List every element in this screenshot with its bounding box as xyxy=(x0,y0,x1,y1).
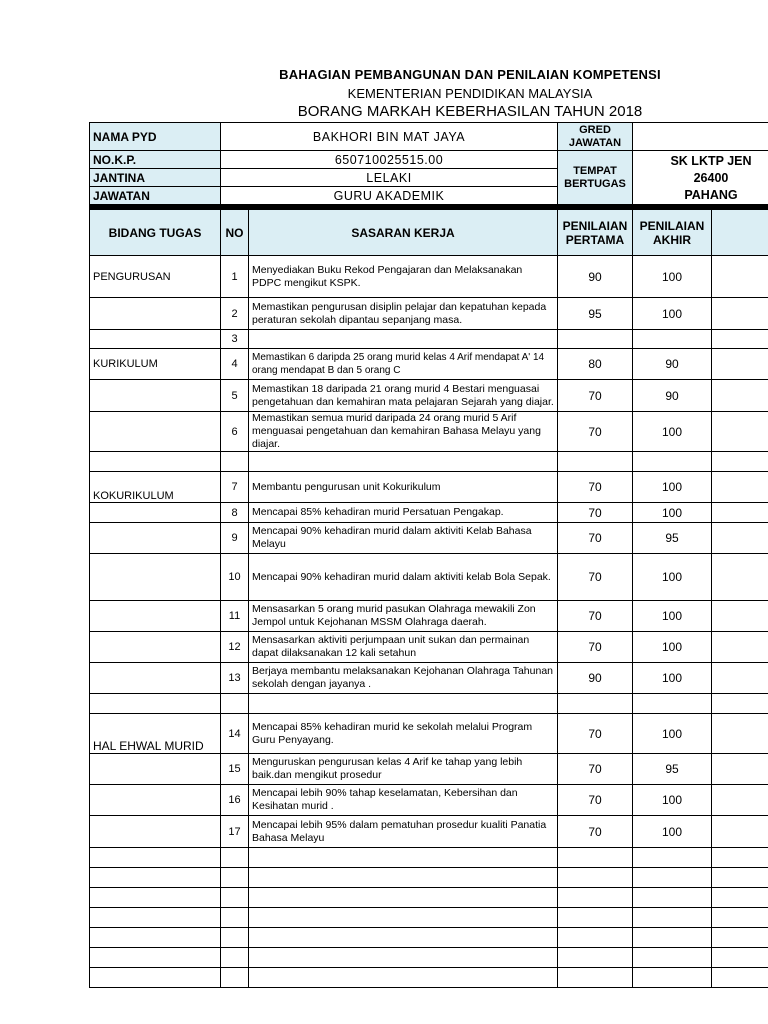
extra-cell xyxy=(712,888,768,908)
pertama-cell xyxy=(558,908,633,928)
pertama-cell: 70 xyxy=(558,472,633,503)
sasaran-cell: Membantu pengurusan unit Kokurikulum xyxy=(249,472,558,503)
extra-cell xyxy=(712,663,768,694)
sasaran-cell: Berjaya membantu melaksanakan Kejohanan Olahraga Tahunan sekolah dengan jayanya . xyxy=(249,663,558,694)
sasaran-cell xyxy=(249,848,558,868)
extra-cell xyxy=(712,848,768,868)
bidang-cell xyxy=(90,754,221,785)
pertama-cell xyxy=(558,452,633,472)
bidang-cell xyxy=(90,694,221,714)
akhir-cell xyxy=(633,848,712,868)
nokp-label: NO.K.P. xyxy=(90,151,221,169)
akhir-cell xyxy=(633,888,712,908)
table-row xyxy=(90,868,768,888)
extra-cell xyxy=(712,554,768,601)
sasaran-cell xyxy=(249,908,558,928)
sasaran-cell xyxy=(249,928,558,948)
table-row xyxy=(90,632,768,663)
pertama-cell: 70 xyxy=(558,523,633,554)
no-cell: 5 xyxy=(221,380,249,412)
no-cell: 8 xyxy=(221,503,249,523)
jantina-value: LELAKI xyxy=(221,169,558,187)
bidang-cell xyxy=(90,848,221,868)
sasaran-cell: Mencapai 85% kehadiran murid ke sekolah melalui Program Guru Penyayang. xyxy=(249,714,558,754)
table-row xyxy=(90,888,768,908)
pertama-cell xyxy=(558,928,633,948)
sasaran-cell xyxy=(249,948,558,968)
pertama-cell: 70 xyxy=(558,412,633,452)
bidang-cell xyxy=(90,928,221,948)
tempat-line2: 26400 xyxy=(693,171,729,185)
extra-cell xyxy=(712,968,768,988)
no-cell: 4 xyxy=(221,349,249,380)
nokp-value: 650710025515.00 xyxy=(221,151,558,169)
akhir-cell xyxy=(633,968,712,988)
extra-cell xyxy=(712,256,768,298)
pertama-cell xyxy=(558,868,633,888)
no-cell: 2 xyxy=(221,298,249,330)
bidang-cell xyxy=(90,888,221,908)
extra-cell xyxy=(712,523,768,554)
pertama-cell: 70 xyxy=(558,754,633,785)
pertama-cell: 70 xyxy=(558,601,633,632)
no-cell: 16 xyxy=(221,785,249,816)
form-heading-line2: KEMENTERIAN PENDIDIKAN MALAYSIA xyxy=(347,86,593,101)
extra-cell xyxy=(712,785,768,816)
no-cell: 17 xyxy=(221,816,249,848)
bidang-cell: HAL EHWAL MURID xyxy=(90,714,221,754)
pertama-cell xyxy=(558,948,633,968)
nama-label: NAMA PYD xyxy=(90,123,221,151)
bidang-cell xyxy=(90,908,221,928)
sasaran-cell: Mencapai 90% kehadiran murid dalam aktiviti Kelab Bahasa Melayu xyxy=(249,523,558,554)
extra-cell xyxy=(712,868,768,888)
table-row xyxy=(90,968,768,988)
sasaran-cell: Memastikan pengurusan disiplin pelajar dan kepatuhan kepada peraturan sekolah dipantau sepanjang masa. xyxy=(249,298,558,330)
extra-cell xyxy=(712,928,768,948)
akhir-cell: 100 xyxy=(633,503,712,523)
table-row xyxy=(90,601,768,632)
pertama-cell: 70 xyxy=(558,785,633,816)
akhir-cell xyxy=(633,694,712,714)
pertama-cell xyxy=(558,968,633,988)
akhir-cell xyxy=(633,330,712,349)
pertama-cell xyxy=(558,888,633,908)
jawatan-value: GURU AKADEMIK xyxy=(221,187,558,205)
extra-cell xyxy=(712,714,768,754)
extra-cell xyxy=(712,694,768,714)
no-cell xyxy=(221,968,249,988)
table-row xyxy=(90,928,768,948)
sasaran-rows xyxy=(90,256,768,988)
extra-cell xyxy=(712,948,768,968)
table-row xyxy=(90,948,768,968)
sasaran-cell: Mencapai 90% kehadiran murid dalam aktiviti kelab Bola Sepak. xyxy=(249,554,558,601)
akhir-cell: 100 xyxy=(633,785,712,816)
akhir-cell: 100 xyxy=(633,472,712,503)
no-cell: 15 xyxy=(221,754,249,785)
extra-cell xyxy=(712,472,768,503)
extra-cell xyxy=(712,754,768,785)
no-cell xyxy=(221,908,249,928)
table-row xyxy=(90,523,768,554)
bidang-cell xyxy=(90,554,221,601)
tempat-label: TEMPAT BERTUGAS xyxy=(558,151,633,205)
sasaran-cell: Mensasarkan aktiviti perjumpaan unit sukan dan permainan dapat dilaksanakan 12 kali setahun xyxy=(249,632,558,663)
bidang-cell xyxy=(90,523,221,554)
extra-cell xyxy=(712,632,768,663)
table-row xyxy=(90,298,768,330)
tempat-value xyxy=(633,151,768,205)
pertama-cell: 90 xyxy=(558,256,633,298)
pertama-cell: 70 xyxy=(558,816,633,848)
bidang-cell xyxy=(90,632,221,663)
table-row xyxy=(90,256,768,298)
extra-cell xyxy=(712,816,768,848)
sasaran-cell: Mensasarkan 5 orang murid pasukan Olahraga mewakili Zon Jempol untuk Kejohanan MSSM Olahraga daerah. xyxy=(249,601,558,632)
akhir-cell: 100 xyxy=(633,256,712,298)
sasaran-cell xyxy=(249,694,558,714)
bidang-cell: KOKURIKULUM xyxy=(90,472,221,503)
sasaran-cell xyxy=(249,868,558,888)
bidang-cell xyxy=(90,663,221,694)
no-cell: 7 xyxy=(221,472,249,503)
extra-cell xyxy=(712,601,768,632)
jantina-label: JANTINA xyxy=(90,169,221,187)
no-cell: 9 xyxy=(221,523,249,554)
sasaran-cell xyxy=(249,452,558,472)
col-sasaran-kerja: SASARAN KERJA xyxy=(249,210,558,256)
no-cell: 12 xyxy=(221,632,249,663)
bidang-cell: PENGURUSAN xyxy=(90,256,221,298)
extra-cell xyxy=(712,908,768,928)
extra-cell xyxy=(712,298,768,330)
akhir-cell: 100 xyxy=(633,412,712,452)
col-penilaian-akhir: PENILAIAN AKHIR xyxy=(633,210,712,256)
sasaran-cell xyxy=(249,330,558,349)
sasaran-cell: Memastikan semua murid daripada 24 orang murid 5 Arif menguasai pengetahuan dan kemahiran Bahasa Melayu yang diajar. xyxy=(249,412,558,452)
table-row xyxy=(90,848,768,868)
no-cell xyxy=(221,452,249,472)
table-row xyxy=(90,380,768,412)
pertama-cell: 70 xyxy=(558,503,633,523)
akhir-cell: 95 xyxy=(633,754,712,785)
bidang-cell xyxy=(90,452,221,472)
table-row xyxy=(90,754,768,785)
bidang-cell xyxy=(90,330,221,349)
table-row xyxy=(90,412,768,452)
akhir-cell xyxy=(633,948,712,968)
table-row xyxy=(90,714,768,754)
nama-value: BAKHORI BIN MAT JAYA xyxy=(221,123,558,151)
no-cell: 11 xyxy=(221,601,249,632)
sasaran-cell: Mencapai lebih 95% dalam pematuhan prosedur kualiti Panatia Bahasa Melayu xyxy=(249,816,558,848)
sasaran-cell: Memastikan 6 daripda 25 orang murid kelas 4 Arif mendapat A' 14 orang mendapat B dan 5 orang C xyxy=(249,349,558,380)
akhir-cell: 100 xyxy=(633,663,712,694)
bidang-cell xyxy=(90,816,221,848)
sasaran-table xyxy=(89,209,768,988)
table-row xyxy=(90,694,768,714)
akhir-cell xyxy=(633,908,712,928)
akhir-cell xyxy=(633,928,712,948)
akhir-cell: 100 xyxy=(633,601,712,632)
extra-cell xyxy=(712,380,768,412)
col-penilaian-pertama: PENILAIAN PERTAMA xyxy=(558,210,633,256)
bidang-cell xyxy=(90,380,221,412)
akhir-cell: 100 xyxy=(633,554,712,601)
no-cell xyxy=(221,848,249,868)
no-cell: 1 xyxy=(221,256,249,298)
akhir-cell xyxy=(633,868,712,888)
pertama-cell: 95 xyxy=(558,298,633,330)
tempat-line3: PAHANG xyxy=(684,188,738,202)
table-row xyxy=(90,816,768,848)
form-title: BORANG MARKAH KEBERHASILAN TAHUN 2018 xyxy=(297,103,643,120)
pertama-cell xyxy=(558,694,633,714)
col-no: NO xyxy=(221,210,249,256)
bidang-cell xyxy=(90,785,221,816)
table-row xyxy=(90,330,768,349)
no-cell: 6 xyxy=(221,412,249,452)
gred-value xyxy=(633,123,768,151)
pertama-cell: 80 xyxy=(558,349,633,380)
info-table xyxy=(89,122,768,205)
no-cell xyxy=(221,948,249,968)
akhir-cell: 95 xyxy=(633,523,712,554)
extra-cell xyxy=(712,452,768,472)
table-row xyxy=(90,785,768,816)
bidang-cell xyxy=(90,601,221,632)
no-cell xyxy=(221,888,249,908)
pertama-cell: 70 xyxy=(558,380,633,412)
bidang-cell: KURIKULUM xyxy=(90,349,221,380)
akhir-cell: 90 xyxy=(633,349,712,380)
akhir-cell: 90 xyxy=(633,380,712,412)
table-row xyxy=(90,908,768,928)
extra-cell xyxy=(712,412,768,452)
no-cell: 13 xyxy=(221,663,249,694)
col-extra xyxy=(712,210,768,256)
akhir-cell: 100 xyxy=(633,632,712,663)
table-row xyxy=(90,349,768,380)
no-cell xyxy=(221,694,249,714)
bidang-cell xyxy=(90,868,221,888)
no-cell xyxy=(221,868,249,888)
akhir-cell: 100 xyxy=(633,298,712,330)
sasaran-cell: Mencapai 85% kehadiran murid Persatuan Pengakap. xyxy=(249,503,558,523)
pertama-cell: 90 xyxy=(558,663,633,694)
bidang-cell xyxy=(90,948,221,968)
tempat-line1: SK LKTP JEN xyxy=(670,154,752,168)
table-row xyxy=(90,503,768,523)
gred-label: GRED JAWATAN xyxy=(558,123,633,151)
no-cell xyxy=(221,928,249,948)
no-cell: 14 xyxy=(221,714,249,754)
pertama-cell xyxy=(558,848,633,868)
table-row xyxy=(90,472,768,503)
akhir-cell xyxy=(633,452,712,472)
extra-cell xyxy=(712,503,768,523)
akhir-cell: 100 xyxy=(633,714,712,754)
sasaran-cell: Mencapai lebih 90% tahap keselamatan, Kebersihan dan Kesihatan murid . xyxy=(249,785,558,816)
table-row xyxy=(90,452,768,472)
sasaran-cell: Menyediakan Buku Rekod Pengajaran dan Melaksanakan PDPC mengikut KSPK. xyxy=(249,256,558,298)
no-cell: 3 xyxy=(221,330,249,349)
sasaran-cell xyxy=(249,968,558,988)
col-bidang-tugas: BIDANG TUGAS xyxy=(90,210,221,256)
pertama-cell: 70 xyxy=(558,554,633,601)
bidang-cell xyxy=(90,503,221,523)
extra-cell xyxy=(712,330,768,349)
sasaran-cell xyxy=(249,888,558,908)
table-row xyxy=(90,663,768,694)
pertama-cell: 70 xyxy=(558,714,633,754)
sasaran-cell: Menguruskan pengurusan kelas 4 Arif ke tahap yang lebih baik.dan mengikut prosedur xyxy=(249,754,558,785)
no-cell: 10 xyxy=(221,554,249,601)
bidang-cell xyxy=(90,412,221,452)
extra-cell xyxy=(712,349,768,380)
form-heading-line1: BAHAGIAN PEMBANGUNAN DAN PENILAIAN KOMPETENSI xyxy=(279,67,661,82)
jawatan-label: JAWATAN xyxy=(90,187,221,205)
table-row xyxy=(90,554,768,601)
akhir-cell: 100 xyxy=(633,816,712,848)
bidang-cell xyxy=(90,968,221,988)
pertama-cell xyxy=(558,330,633,349)
pertama-cell: 70 xyxy=(558,632,633,663)
bidang-cell xyxy=(90,298,221,330)
sasaran-cell: Memastikan 18 daripada 21 orang murid 4 Bestari menguasai pengetahuan dan kemahiran mata pelajaran Sejarah yang diajar. xyxy=(249,380,558,412)
